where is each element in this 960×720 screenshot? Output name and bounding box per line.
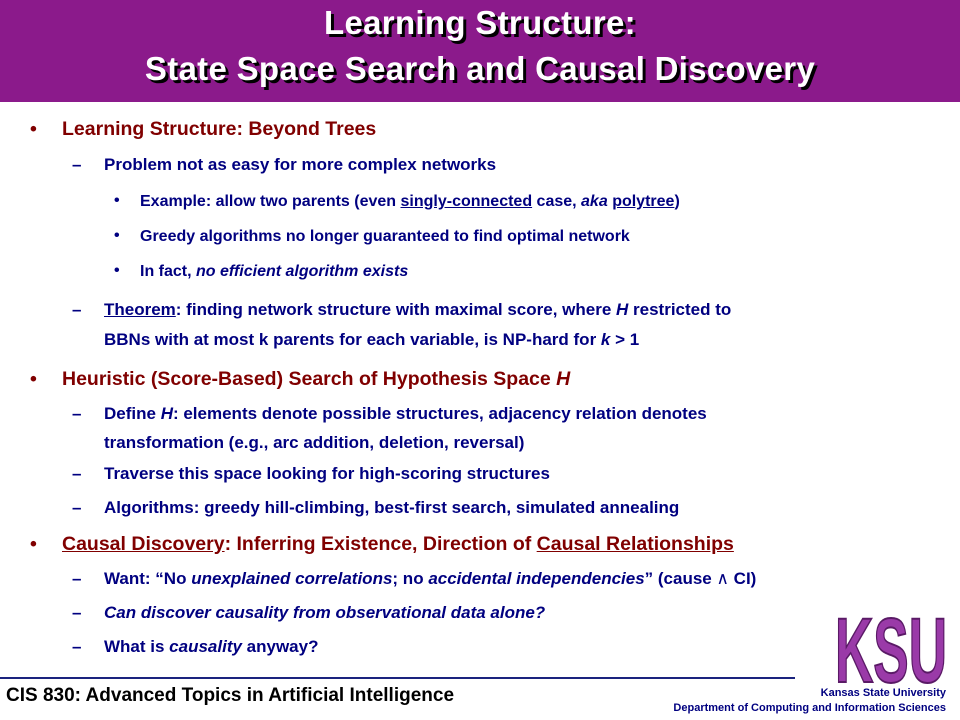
sub-bullet-define [72, 404, 707, 424]
sub-bullet-not-easy [72, 155, 496, 175]
text-segment: ) [674, 193, 680, 210]
university-footer [673, 686, 946, 716]
italic-term: unexplained correlations [191, 569, 393, 588]
sub-bullet-what-is [72, 637, 318, 657]
ksu-logo-text: KSU [835, 600, 947, 692]
text-segment: Want: “No [104, 569, 192, 588]
dash-marker: – [72, 300, 82, 319]
department-name: Department of Computing and Information Sciences [673, 702, 946, 714]
bullet-marker: • [30, 368, 37, 390]
bullet-learning-structure [30, 118, 376, 141]
text-segment: restricted to [628, 300, 732, 319]
italic-term: causality [169, 637, 242, 656]
underlined-term: Causal Discovery [62, 533, 225, 555]
sub-bullet-can-discover [72, 603, 545, 623]
text-segment: : elements denote possible structures, adjacency relation denotes [172, 404, 707, 423]
text-segment: BBNs with at most k parents for each variable, is NP-hard for [104, 330, 601, 349]
italic-term: H [556, 368, 571, 390]
italic-term: aka [581, 193, 608, 210]
text-segment: : Inferring Existence, Direction of [224, 533, 537, 555]
slide-title-line2: State Space Search and Causal Discovery [144, 50, 816, 87]
italic-term: accidental independencies [428, 569, 645, 588]
university-name: Kansas State University [820, 687, 946, 699]
slide-title-line1: Learning Structure: [324, 4, 636, 41]
logical-and-symbol: ∧ [716, 569, 729, 588]
sub-bullet-want [72, 569, 756, 589]
sub-bullet-text: Can discover causality from observational data alone? [104, 603, 546, 622]
sub-bullet-text: Traverse this space looking for high-scoring structures [104, 464, 550, 483]
dash-marker: – [72, 569, 82, 588]
text-segment: transformation (e.g., arc addition, deletion, reversal) [104, 433, 525, 452]
sub-bullet-theorem [72, 300, 731, 320]
italic-term: no efficient algorithm exists [196, 263, 409, 280]
sub-sub-bullet-in-fact [114, 263, 408, 281]
dash-marker: – [72, 404, 82, 423]
sub-bullet-algorithms [72, 498, 679, 518]
text-segment: Example: allow two parents (even [140, 193, 401, 210]
italic-term: H [616, 300, 629, 319]
sub-bullet-traverse [72, 464, 550, 484]
text-segment: ; no [392, 569, 429, 588]
bullet-marker: • [30, 118, 37, 140]
text-segment: : finding network structure with maximal score, where [175, 300, 617, 319]
dash-marker: – [72, 498, 82, 517]
dash-marker: – [72, 464, 82, 483]
bullet-marker: • [114, 262, 120, 279]
text-segment: ” (cause [644, 569, 717, 588]
bullet-marker: • [30, 533, 37, 555]
text-segment: CI) [728, 569, 757, 588]
bullet-text: Learning Structure: Beyond Trees [62, 118, 377, 140]
sub-bullet-define-cont [104, 433, 524, 453]
footer-divider [0, 677, 795, 679]
text-segment: > 1 [610, 330, 640, 349]
sub-bullet-theorem-cont [104, 330, 639, 350]
dash-marker: – [72, 637, 82, 656]
bullet-heuristic-search [30, 368, 570, 391]
text-segment: anyway? [241, 637, 319, 656]
underlined-term: Causal Relationships [536, 533, 734, 555]
italic-term: k [600, 330, 611, 349]
underlined-term: polytree [612, 193, 675, 210]
dash-marker: – [72, 155, 82, 174]
sub-sub-bullet-example [114, 193, 680, 211]
bullet-marker: • [114, 192, 120, 209]
bullet-causal-discovery [30, 533, 734, 556]
ksu-logo [832, 598, 950, 692]
text-segment: Heuristic (Score-Based) Search of Hypothesis Space [62, 368, 557, 390]
italic-term: H [160, 404, 173, 423]
course-footer: CIS 830: Advanced Topics in Artificial Intelligence [6, 685, 455, 706]
text-segment: What is [104, 637, 170, 656]
sub-bullet-text: Algorithms: greedy hill-climbing, best-first search, simulated annealing [104, 498, 680, 517]
text-segment: In fact, [140, 263, 197, 280]
text-segment: case, [532, 193, 582, 210]
sub-sub-bullet-text: Greedy algorithms no longer guaranteed to find optimal network [140, 228, 630, 245]
underlined-term: Theorem [104, 300, 176, 319]
sub-sub-bullet-greedy [114, 228, 630, 246]
underlined-term: singly-connected [400, 193, 533, 210]
text-segment: Define [104, 404, 161, 423]
bullet-marker: • [114, 227, 120, 244]
sub-bullet-text: Problem not as easy for more complex networks [104, 155, 497, 174]
dash-marker: – [72, 603, 82, 622]
